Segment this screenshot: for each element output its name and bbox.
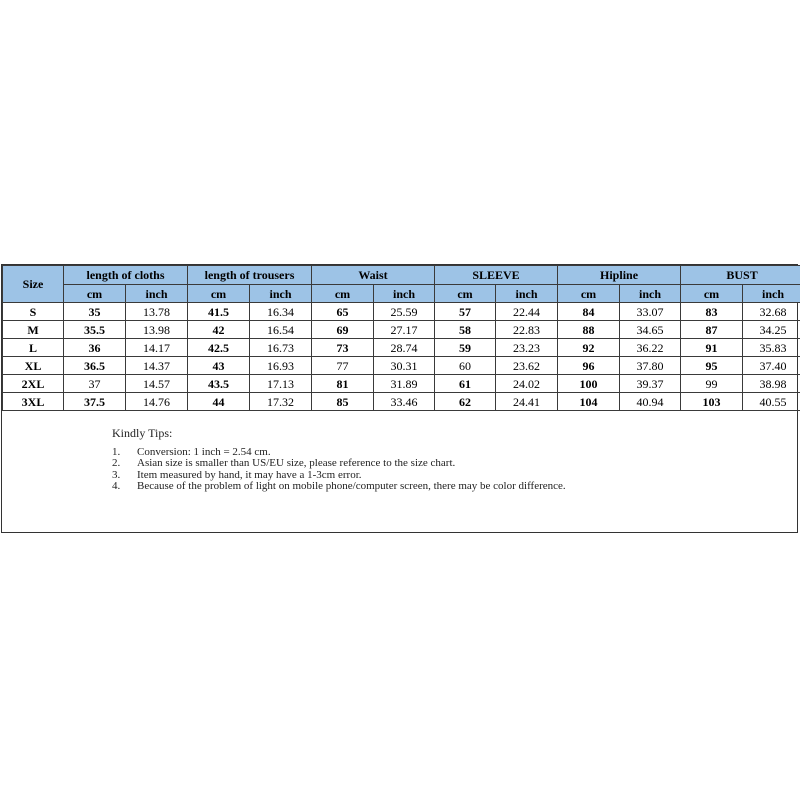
table-cell: 37.40 bbox=[743, 357, 800, 375]
table-cell: 35.83 bbox=[743, 339, 800, 357]
tip-item bbox=[112, 481, 712, 493]
group-header-hipline: Hipline bbox=[558, 266, 681, 285]
size-label: M bbox=[3, 321, 64, 339]
tips-list bbox=[112, 447, 712, 493]
table-row bbox=[3, 321, 800, 339]
table-cell: 39.37 bbox=[620, 375, 681, 393]
table-cell: 23.62 bbox=[496, 357, 558, 375]
table-cell: 34.65 bbox=[620, 321, 681, 339]
table-row bbox=[3, 393, 800, 411]
table-cell: 35 bbox=[64, 303, 126, 321]
size-chart-body bbox=[3, 303, 800, 411]
table-cell: 28.74 bbox=[374, 339, 435, 357]
table-cell: 13.78 bbox=[126, 303, 188, 321]
size-label: 3XL bbox=[3, 393, 64, 411]
table-cell: 22.44 bbox=[496, 303, 558, 321]
table-cell: 58 bbox=[435, 321, 496, 339]
table-cell: 24.02 bbox=[496, 375, 558, 393]
table-cell: 41.5 bbox=[188, 303, 250, 321]
unit-header-cm: cm bbox=[435, 285, 496, 303]
size-label: 2XL bbox=[3, 375, 64, 393]
table-cell: 100 bbox=[558, 375, 620, 393]
unit-header-inch: inch bbox=[126, 285, 188, 303]
table-cell: 16.34 bbox=[250, 303, 312, 321]
size-chart-table bbox=[2, 265, 800, 411]
unit-header-cm: cm bbox=[64, 285, 126, 303]
table-cell: 30.31 bbox=[374, 357, 435, 375]
table-row bbox=[3, 375, 800, 393]
group-header-row bbox=[3, 266, 800, 285]
tip-number: 4. bbox=[112, 480, 121, 492]
unit-header-row bbox=[3, 285, 800, 303]
table-cell: 83 bbox=[681, 303, 743, 321]
table-cell: 31.89 bbox=[374, 375, 435, 393]
group-header-waist: Waist bbox=[312, 266, 435, 285]
group-header-length-of-trousers: length of trousers bbox=[188, 266, 312, 285]
table-cell: 81 bbox=[312, 375, 374, 393]
table-cell: 44 bbox=[188, 393, 250, 411]
table-cell: 16.73 bbox=[250, 339, 312, 357]
unit-header-inch: inch bbox=[374, 285, 435, 303]
group-header-sleeve: SLEEVE bbox=[435, 266, 558, 285]
tip-text: Item measured by hand, it may have a 1-3cm error. bbox=[137, 468, 362, 481]
table-cell: 60 bbox=[435, 357, 496, 375]
size-label: L bbox=[3, 339, 64, 357]
unit-header-cm: cm bbox=[681, 285, 743, 303]
table-cell: 85 bbox=[312, 393, 374, 411]
table-cell: 73 bbox=[312, 339, 374, 357]
table-cell: 88 bbox=[558, 321, 620, 339]
table-cell: 14.37 bbox=[126, 357, 188, 375]
table-cell: 37 bbox=[64, 375, 126, 393]
table-cell: 27.17 bbox=[374, 321, 435, 339]
table-cell: 33.46 bbox=[374, 393, 435, 411]
table-cell: 61 bbox=[435, 375, 496, 393]
table-cell: 99 bbox=[681, 375, 743, 393]
table-cell: 16.54 bbox=[250, 321, 312, 339]
table-cell: 14.57 bbox=[126, 375, 188, 393]
table-row bbox=[3, 357, 800, 375]
tip-number: 1. bbox=[112, 445, 121, 458]
table-cell: 14.17 bbox=[126, 339, 188, 357]
table-row bbox=[3, 339, 800, 357]
tip-text: Conversion: 1 inch = 2.54 cm. bbox=[137, 445, 271, 458]
table-cell: 42.5 bbox=[188, 339, 250, 357]
table-cell: 59 bbox=[435, 339, 496, 357]
table-cell: 43 bbox=[188, 357, 250, 375]
table-cell: 104 bbox=[558, 393, 620, 411]
table-cell: 91 bbox=[681, 339, 743, 357]
table-cell: 36 bbox=[64, 339, 126, 357]
table-cell: 87 bbox=[681, 321, 743, 339]
size-label: S bbox=[3, 303, 64, 321]
table-cell: 22.83 bbox=[496, 321, 558, 339]
table-cell: 36.5 bbox=[64, 357, 126, 375]
table-cell: 36.22 bbox=[620, 339, 681, 357]
table-cell: 34.25 bbox=[743, 321, 800, 339]
size-label: XL bbox=[3, 357, 64, 375]
table-cell: 16.93 bbox=[250, 357, 312, 375]
table-cell: 37.80 bbox=[620, 357, 681, 375]
table-cell: 57 bbox=[435, 303, 496, 321]
table-cell: 65 bbox=[312, 303, 374, 321]
table-row bbox=[3, 303, 800, 321]
table-cell: 33.07 bbox=[620, 303, 681, 321]
unit-header-cm: cm bbox=[312, 285, 374, 303]
unit-header-inch: inch bbox=[743, 285, 800, 303]
table-cell: 40.55 bbox=[743, 393, 800, 411]
table-cell: 69 bbox=[312, 321, 374, 339]
table-cell: 35.5 bbox=[64, 321, 126, 339]
table-cell: 32.68 bbox=[743, 303, 800, 321]
table-cell: 38.98 bbox=[743, 375, 800, 393]
table-cell: 13.98 bbox=[126, 321, 188, 339]
unit-header-inch: inch bbox=[496, 285, 558, 303]
tip-text: Because of the problem of light on mobile phone/computer screen, there may be color difference. bbox=[137, 480, 566, 492]
group-header-bust: BUST bbox=[681, 266, 800, 285]
table-cell: 62 bbox=[435, 393, 496, 411]
table-cell: 95 bbox=[681, 357, 743, 375]
table-cell: 17.32 bbox=[250, 393, 312, 411]
size-header: Size bbox=[3, 266, 64, 303]
table-cell: 103 bbox=[681, 393, 743, 411]
table-cell: 42 bbox=[188, 321, 250, 339]
table-cell: 92 bbox=[558, 339, 620, 357]
table-cell: 25.59 bbox=[374, 303, 435, 321]
table-cell: 40.94 bbox=[620, 393, 681, 411]
table-cell: 96 bbox=[558, 357, 620, 375]
tip-number: 3. bbox=[112, 468, 121, 481]
table-cell: 17.13 bbox=[250, 375, 312, 393]
tips-title: Kindly Tips: bbox=[112, 426, 173, 440]
unit-header-cm: cm bbox=[558, 285, 620, 303]
unit-header-inch: inch bbox=[250, 285, 312, 303]
table-cell: 43.5 bbox=[188, 375, 250, 393]
table-cell: 77 bbox=[312, 357, 374, 375]
table-cell: 24.41 bbox=[496, 393, 558, 411]
tip-number: 2. bbox=[112, 457, 121, 469]
table-cell: 23.23 bbox=[496, 339, 558, 357]
table-cell: 37.5 bbox=[64, 393, 126, 411]
unit-header-cm: cm bbox=[188, 285, 250, 303]
tip-text: Asian size is smaller than US/EU size, please reference to the size chart. bbox=[137, 457, 456, 469]
table-cell: 14.76 bbox=[126, 393, 188, 411]
kindly-tips bbox=[112, 428, 712, 493]
table-cell: 84 bbox=[558, 303, 620, 321]
unit-header-inch: inch bbox=[620, 285, 681, 303]
group-header-length-of-cloths: length of cloths bbox=[64, 266, 188, 285]
